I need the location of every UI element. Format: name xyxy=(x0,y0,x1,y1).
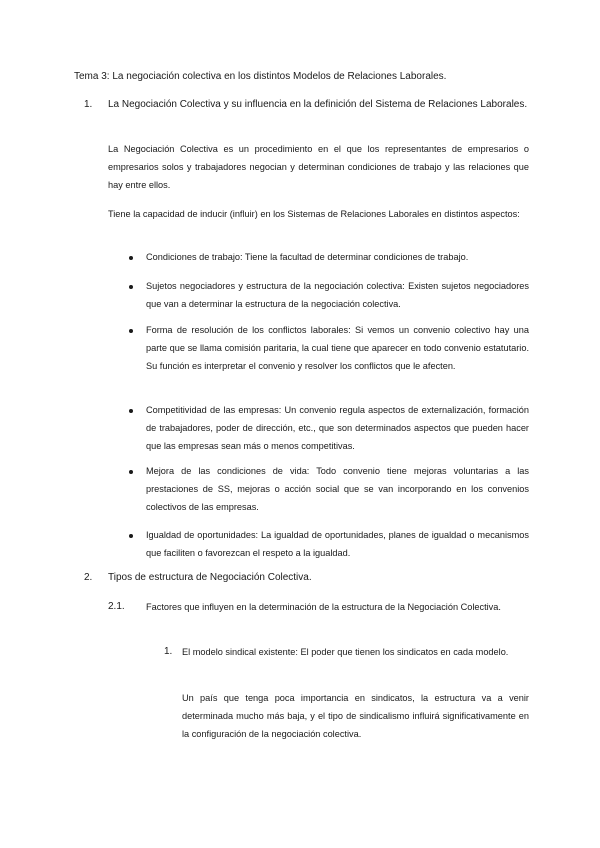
bullet-working-conditions: Condiciones de trabajo: Tiene la facultad de determinar condiciones de trabajo. xyxy=(146,252,469,262)
bullet-icon xyxy=(129,329,133,333)
section-2-number: 2. xyxy=(84,572,93,583)
section-1-paragraph-1: La Negociación Colectiva es un procedimiento en el que los representantes de empresarios o empresarios solos y trabajadores negocian y determinan condiciones de trabajo y las relaciones que hay entre ellos. xyxy=(108,144,529,190)
bullet-conflict-resolution: Forma de resolución de los conflictos laborales: Si vemos un convenio colectivo hay una parte que se llama comisión paritaria, la cual tiene que aparecer en todo convenio estatutario. Su función es interpretar el convenio y resolver los conflictos que le afecten. xyxy=(146,325,529,371)
bullet-negotiating-subjects: Sujetos negociadores y estructura de la negociación colectiva: Existen sujetos negociadores que van a determinar la estructura de la negociación colectiva. xyxy=(146,281,529,309)
section-1-number: 1. xyxy=(84,99,93,110)
item-1-text: El modelo sindical existente: El poder que tienen los sindicatos en cada modelo. xyxy=(182,647,509,657)
document-title: Tema 3: La negociación colectiva en los distintos Modelos de Relaciones Laborales. xyxy=(74,71,447,82)
item-1-paragraph: Un país que tenga poca importancia en sindicatos, la estructura va a venir determinada mucho más baja, y el tipo de sindicalismo influirá significativamente en la configuración de la negociación colectiva. xyxy=(182,693,529,739)
section-2-heading: Tipos de estructura de Negociación Colectiva. xyxy=(108,572,312,583)
bullet-icon xyxy=(129,409,133,413)
bullet-icon xyxy=(129,285,133,289)
section-1-heading: La Negociación Colectiva y su influencia en la definición del Sistema de Relaciones Laborales. xyxy=(108,99,528,110)
bullet-icon xyxy=(129,256,133,260)
bullet-competitiveness: Competitividad de las empresas: Un convenio regula aspectos de externalización, formación de trabajadores, poder de dirección, etc., que son determinados aspectos que pueden hacer que las empresas sean más o menos competitivas. xyxy=(146,405,529,451)
item-1-number: 1. xyxy=(164,646,173,657)
bullet-equal-opportunities: Igualdad de oportunidades: La igualdad de oportunidades, planes de igualdad o mecanismos que faciliten o favorezcan el respeto a la igualdad. xyxy=(146,530,529,558)
bullet-living-conditions: Mejora de las condiciones de vida: Todo convenio tiene mejoras voluntarias a las prestaciones de SS, mejoras o acción social que se van incorporando en los convenios colectivos de las empresas. xyxy=(146,466,529,512)
bullet-icon xyxy=(129,534,133,538)
subsection-2-1-heading: Factores que influyen en la determinación de la estructura de la Negociación Colectiva. xyxy=(146,602,501,612)
subsection-2-1-number: 2.1. xyxy=(108,601,125,612)
section-1-paragraph-2: Tiene la capacidad de inducir (influir) en los Sistemas de Relaciones Laborales en distintos aspectos: xyxy=(108,209,520,219)
bullet-icon xyxy=(129,470,133,474)
